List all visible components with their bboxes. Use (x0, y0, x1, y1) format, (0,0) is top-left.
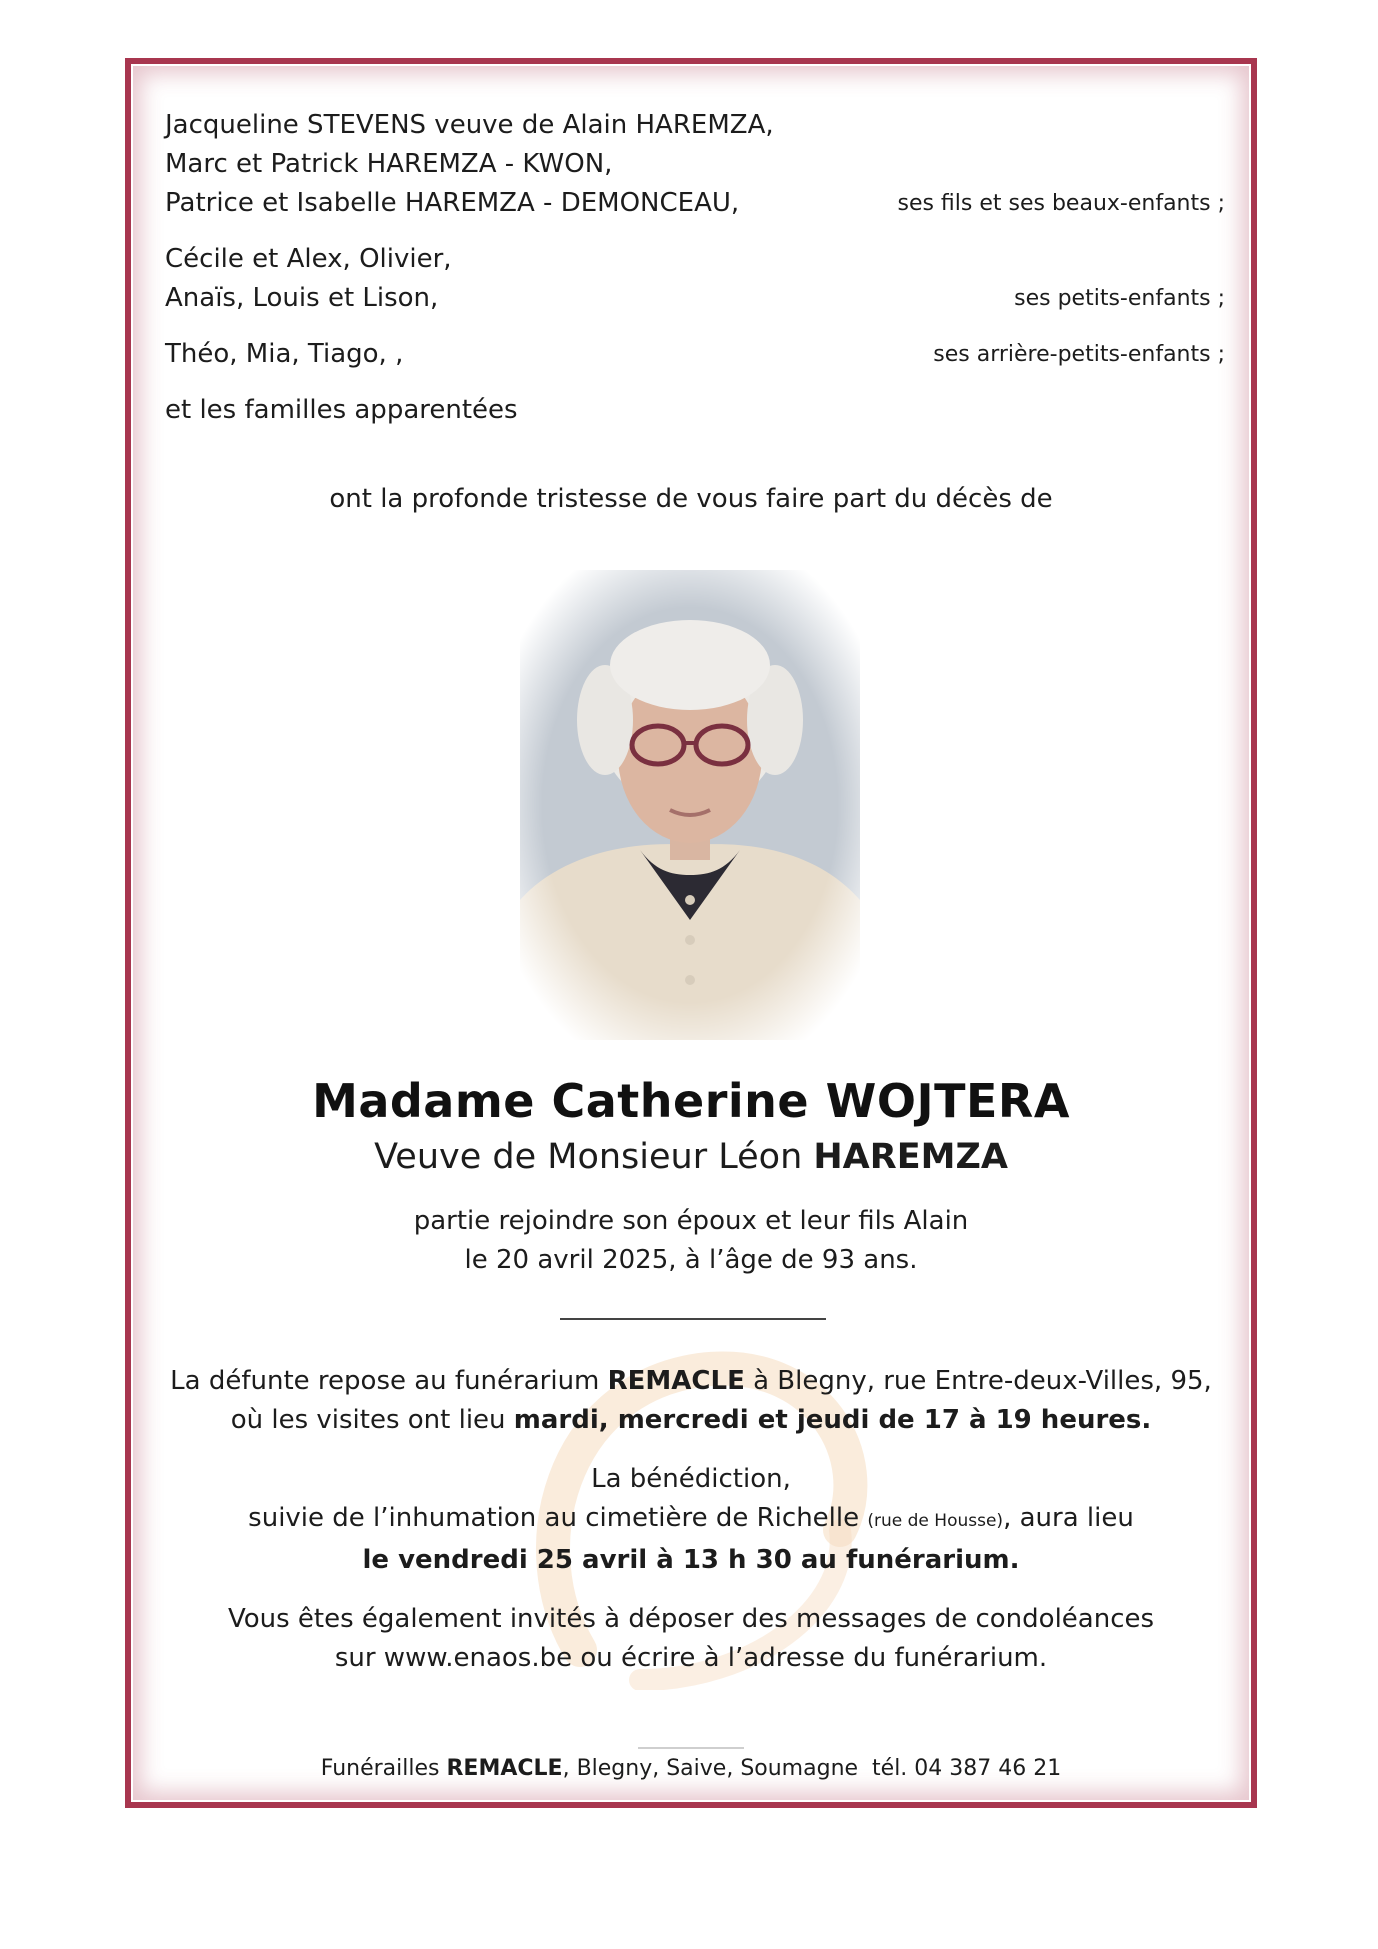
footer-company: REMACLE (446, 1756, 563, 1781)
family-line: Marc et Patrick HAREMZA - KWON, (165, 149, 613, 179)
footer-divider (638, 1747, 744, 1749)
deceased-spouse (125, 1132, 1257, 1182)
funeral-home-name: REMACLE (607, 1366, 745, 1396)
deceased-block (125, 1070, 1257, 1280)
spouse-prefix: Veuve de Monsieur Léon (374, 1137, 814, 1177)
arrangements (125, 1362, 1257, 1678)
death-info (125, 1202, 1257, 1280)
rest-address: à Blegny, rue Entre-deux-Villes, 95, (744, 1366, 1212, 1396)
family-group-relatives (165, 391, 1225, 430)
blessing-line: La bénédiction, (591, 1464, 791, 1494)
family-line: Anaïs, Louis et Lison, (165, 283, 439, 313)
spouse-surname: HAREMZA (813, 1137, 1008, 1177)
footer-phone: tél. 04 387 46 21 (872, 1756, 1062, 1781)
deceased-name: Madame Catherine WOJTERA (312, 1074, 1070, 1128)
family-line: Patrice et Isabelle HAREMZA - DEMONCEAU, (165, 188, 740, 218)
footer-locations: , Blegny, Saive, Soumagne (562, 1756, 873, 1781)
death-line-2: le 20 avril 2025, à l’âge de 93 ans. (464, 1245, 918, 1275)
family-line: Cécile et Alex, Olivier, (165, 244, 452, 274)
family-line: Jacqueline STEVENS veuve de Alain HAREMZA, (165, 110, 774, 140)
divider (560, 1318, 826, 1320)
footer-prefix: Funérailles (320, 1756, 447, 1781)
family-relation: ses fils et ses beaux-enfants ; (897, 191, 1225, 216)
family-line: Théo, Mia, Tiago, , (165, 339, 404, 369)
burial-line (125, 1499, 1257, 1541)
family-relation: ses arrière-petits-enfants ; (933, 342, 1225, 367)
ceremony-time: le vendredi 25 avril à 13 h 30 au funérarium. (362, 1545, 1020, 1575)
announcement-text: ont la profonde tristesse de vous faire part du décès de (329, 484, 1053, 514)
footer (125, 1752, 1257, 1786)
portrait-illustration (520, 570, 860, 1040)
burial-prefix: suivie de l’inhumation au cimetière de Richelle (248, 1503, 868, 1533)
family-relation: ses petits-enfants ; (1014, 286, 1225, 311)
rest-line (125, 1362, 1257, 1401)
visits-times: mardi, mercredi et jeudi de 17 à 19 heures. (513, 1405, 1152, 1435)
family-line: et les familles apparentées (165, 395, 518, 425)
family-group-grandchildren (165, 240, 1225, 318)
visits-prefix: où les visites ont lieu (230, 1405, 514, 1435)
family-group-great-grandchildren (165, 335, 1225, 374)
death-line-1: partie rejoindre son époux et leur fils Alain (413, 1206, 969, 1236)
rest-prefix: La défunte repose au funérarium (170, 1366, 608, 1396)
visits-line (125, 1401, 1257, 1440)
family-group-children (165, 106, 1225, 223)
ceremony-line (125, 1541, 1257, 1580)
burial-suffix: , aura lieu (1003, 1503, 1134, 1533)
condolences-line-2: sur www.enaos.be ou écrire à l’adresse du funérarium. (334, 1643, 1048, 1673)
condolences-line-1: Vous êtes également invités à déposer des messages de condoléances (227, 1604, 1155, 1634)
portrait-photo (520, 570, 860, 1040)
burial-street: (rue de Housse) (867, 1511, 1004, 1531)
family-list (165, 106, 1225, 447)
